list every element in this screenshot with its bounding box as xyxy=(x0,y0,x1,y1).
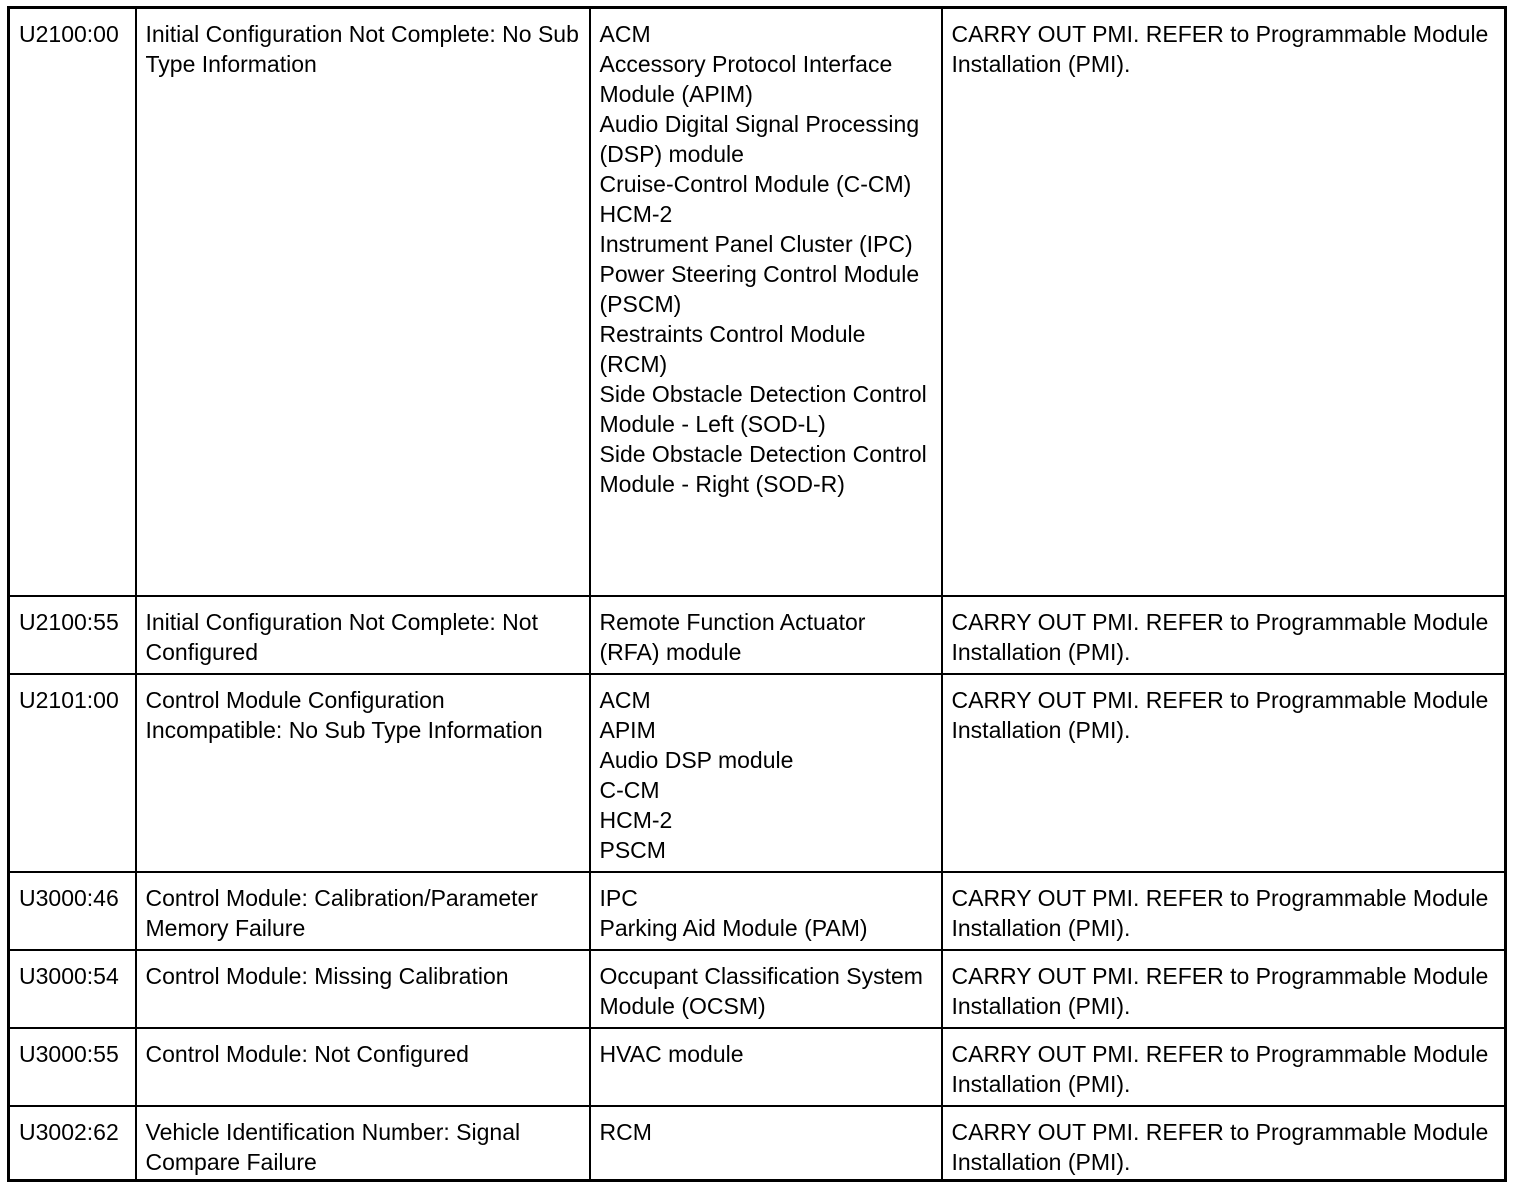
module-item: ACM xyxy=(599,686,651,713)
module-item: APIM xyxy=(599,716,656,743)
action-text: CARRY OUT PMI. REFER to Programmable Module Installation (PMI). xyxy=(942,1028,1506,1106)
dtc-code: U3000:46 xyxy=(9,872,136,950)
module-item: ACM xyxy=(599,21,651,47)
dtc-code: U2101:00 xyxy=(9,674,136,872)
module-item: RCM xyxy=(599,1118,652,1145)
module-list xyxy=(590,8,942,596)
module-list xyxy=(590,872,942,950)
module-item: Side Obstacle Detection Control Module - Left (SOD-L) xyxy=(599,381,934,437)
dtc-description: Initial Configuration Not Complete: No Sub Type Information xyxy=(136,8,590,596)
module-item: HCM-2 xyxy=(599,806,673,833)
module-item: Audio Digital Signal Processing (DSP) module xyxy=(599,111,926,167)
module-item: Remote Function Actuator (RFA) module xyxy=(599,608,872,665)
dtc-code: U3002:62 xyxy=(9,1106,136,1181)
dtc-code: U2100:55 xyxy=(9,596,136,674)
module-item: Restraints Control Module (RCM) xyxy=(599,321,872,377)
module-item: Cruise-Control Module (C-CM) xyxy=(599,171,912,197)
dtc-code: U3000:55 xyxy=(9,1028,136,1106)
module-item: Power Steering Control Module (PSCM) xyxy=(599,261,926,317)
dtc-code: U3000:54 xyxy=(9,950,136,1028)
module-item: Instrument Panel Cluster (IPC) xyxy=(599,231,913,257)
module-item: Side Obstacle Detection Control Module - Right (SOD-R) xyxy=(599,441,934,497)
table-row xyxy=(9,8,1506,596)
action-text: CARRY OUT PMI. REFER to Programmable Module Installation (PMI). xyxy=(942,674,1506,872)
table-row xyxy=(9,596,1506,674)
module-list xyxy=(590,950,942,1028)
dtc-description: Control Module: Not Configured xyxy=(136,1028,590,1106)
dtc-table xyxy=(7,6,1507,1182)
module-item: C-CM xyxy=(599,776,660,803)
module-item: Audio DSP module xyxy=(599,746,794,773)
table-row xyxy=(9,1028,1506,1106)
module-list xyxy=(590,1106,942,1181)
table-row xyxy=(9,674,1506,872)
table-row xyxy=(9,1106,1506,1181)
dtc-description: Control Module: Missing Calibration xyxy=(136,950,590,1028)
table-row xyxy=(9,872,1506,950)
module-item: HCM-2 xyxy=(599,201,673,227)
module-list xyxy=(590,596,942,674)
module-list xyxy=(590,1028,942,1106)
module-item: HVAC module xyxy=(599,1040,744,1067)
module-item: Occupant Classification System Module (OCSM) xyxy=(599,962,930,1019)
module-item: Accessory Protocol Interface Module (APIM) xyxy=(599,51,899,107)
action-text: CARRY OUT PMI. REFER to Programmable Module Installation (PMI). xyxy=(942,872,1506,950)
module-list xyxy=(590,674,942,872)
dtc-description: Control Module: Calibration/Parameter Memory Failure xyxy=(136,872,590,950)
action-text: CARRY OUT PMI. REFER to Programmable Module Installation (PMI). xyxy=(942,8,1506,596)
action-text: CARRY OUT PMI. REFER to Programmable Module Installation (PMI). xyxy=(942,596,1506,674)
dtc-description: Control Module Configuration Incompatible: No Sub Type Information xyxy=(136,674,590,872)
module-item: IPC xyxy=(599,884,638,911)
action-text: CARRY OUT PMI. REFER to Programmable Module Installation (PMI). xyxy=(942,950,1506,1028)
module-item: Parking Aid Module (PAM) xyxy=(599,914,868,941)
module-item: PSCM xyxy=(599,836,666,863)
dtc-description: Initial Configuration Not Complete: Not Configured xyxy=(136,596,590,674)
table-row xyxy=(9,950,1506,1028)
action-text: CARRY OUT PMI. REFER to Programmable Module Installation (PMI). xyxy=(942,1106,1506,1181)
dtc-code: U2100:00 xyxy=(9,8,136,596)
dtc-description: Vehicle Identification Number: Signal Compare Failure xyxy=(136,1106,590,1181)
